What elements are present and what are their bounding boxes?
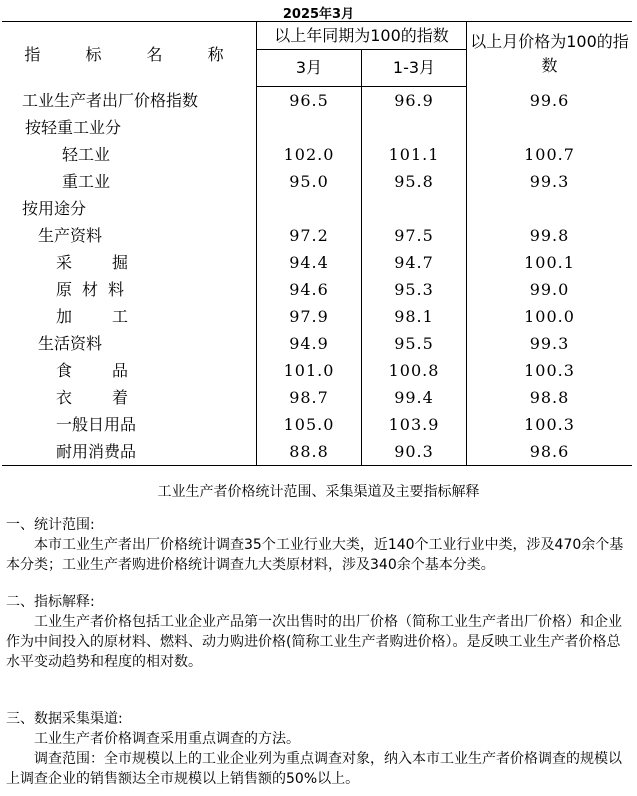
value-month: 94.4 (257, 249, 362, 276)
value-mom: 100.3 (467, 357, 633, 384)
notes-section (6, 515, 631, 789)
table-row (2, 222, 632, 249)
value-month: 96.5 (257, 87, 362, 115)
value-ytd: 98.1 (362, 303, 467, 330)
spacer (6, 575, 631, 592)
value-mom: 99.8 (467, 222, 633, 249)
table-row (2, 168, 632, 195)
notes-title: 工业生产者价格统计范围、采集渠道及主要指标解释 (157, 484, 480, 500)
value-ytd: 103.9 (362, 411, 467, 438)
value-ytd: 90.3 (362, 438, 467, 466)
table-row (2, 249, 632, 276)
section-heading-scope: 一、统计范围: (6, 517, 95, 533)
value-month: 94.9 (257, 330, 362, 357)
row-label: 加工 (56, 307, 169, 326)
header-month: 3月 (257, 50, 362, 87)
value-mom (467, 114, 633, 141)
header-ytd: 1-3月 (362, 50, 467, 87)
value-mom: 100.7 (467, 141, 633, 168)
table-row (2, 141, 632, 168)
section-heading-definitions: 二、指标解释: (6, 594, 95, 610)
row-label: 轻工业 (62, 145, 111, 164)
value-month: 97.2 (257, 222, 362, 249)
section-body-scope: 本市工业生产者出厂价格统计调查35个工业行业大类，近140个工业行业中类，涉及470余个基本分类；工业生产者购进价格统计调查九大类原材料，涉及340余个基本分类。 (6, 537, 624, 573)
table-row (2, 114, 632, 141)
report-date: 2025年3月 (282, 7, 355, 22)
table-row (2, 330, 632, 357)
value-month: 88.8 (257, 438, 362, 466)
value-mom (467, 195, 633, 222)
value-month: 105.0 (257, 411, 362, 438)
header-indicator-name: 指 标 名 称 (2, 22, 257, 87)
value-ytd: 95.8 (362, 168, 467, 195)
value-mom: 99.3 (467, 330, 633, 357)
row-label: 生产资料 (38, 226, 103, 245)
value-ytd: 96.9 (362, 87, 467, 115)
row-label: 采掘 (56, 253, 169, 272)
table-row (2, 276, 632, 303)
value-month (257, 195, 362, 222)
value-mom: 99.6 (467, 87, 633, 115)
row-label: 重工业 (62, 172, 111, 191)
value-month: 102.0 (257, 141, 362, 168)
row-label: 按轻重工业分 (25, 118, 122, 137)
header-yoy-index: 以上年同期为100的指数 (257, 22, 467, 50)
spacer (6, 672, 631, 709)
value-mom: 98.6 (467, 438, 633, 466)
table-row (2, 384, 632, 411)
value-month: 101.0 (257, 357, 362, 384)
value-month: 98.7 (257, 384, 362, 411)
value-month (257, 114, 362, 141)
row-label: 原材料 (56, 280, 135, 299)
value-ytd (362, 114, 467, 141)
table-row (2, 195, 632, 222)
price-index-table (2, 21, 632, 466)
value-mom: 99.3 (467, 168, 633, 195)
table-row (2, 87, 632, 115)
value-ytd: 99.4 (362, 384, 467, 411)
row-label: 工业生产者出厂价格指数 (22, 90, 199, 110)
value-month: 95.0 (257, 168, 362, 195)
table-row (2, 303, 632, 330)
row-label: 衣着 (56, 388, 169, 407)
value-mom: 100.1 (467, 249, 633, 276)
value-mom: 99.0 (467, 276, 633, 303)
section-heading-channels: 三、数据采集渠道: (6, 711, 123, 727)
value-ytd: 95.3 (362, 276, 467, 303)
row-label: 按用途分 (22, 199, 87, 218)
value-ytd: 100.8 (362, 357, 467, 384)
row-label: 一般日用品 (56, 415, 137, 434)
section-body-definitions: 工业生产者价格包括工业企业产品第一次出售时的出厂价格（简称工业生产者出厂价格）和企业作为中间投入的原材料、燃料、动力购进价格(简称工业生产者购进价格）。是反映工业生产者价格总水平变动趋势和程度的相对数。 (6, 614, 622, 670)
value-mom: 98.8 (467, 384, 633, 411)
value-mom: 100.0 (467, 303, 633, 330)
row-label: 生活资料 (38, 334, 103, 353)
value-ytd: 95.5 (362, 330, 467, 357)
row-label: 耐用消费品 (2, 438, 257, 466)
value-mom: 100.3 (467, 411, 633, 438)
value-month: 97.9 (257, 303, 362, 330)
table-row (2, 438, 632, 466)
header-mom-index: 以上月价格为100的指数 (467, 22, 633, 87)
table-row (2, 411, 632, 438)
table-row (2, 357, 632, 384)
section-body-channels-scope: 调查范围：全市规模以上的工业企业列为重点调查对象，纳入本市工业生产者价格调查的规模以上调查企业的销售额达全市规模以上销售额的50%以上。 (6, 751, 622, 787)
value-month: 94.6 (257, 276, 362, 303)
value-ytd: 94.7 (362, 249, 467, 276)
value-ytd (362, 195, 467, 222)
value-ytd: 97.5 (362, 222, 467, 249)
section-body-channels-method: 工业生产者价格调查采用重点调查的方法。 (34, 731, 300, 747)
row-label: 食品 (56, 361, 169, 380)
value-ytd: 101.1 (362, 141, 467, 168)
